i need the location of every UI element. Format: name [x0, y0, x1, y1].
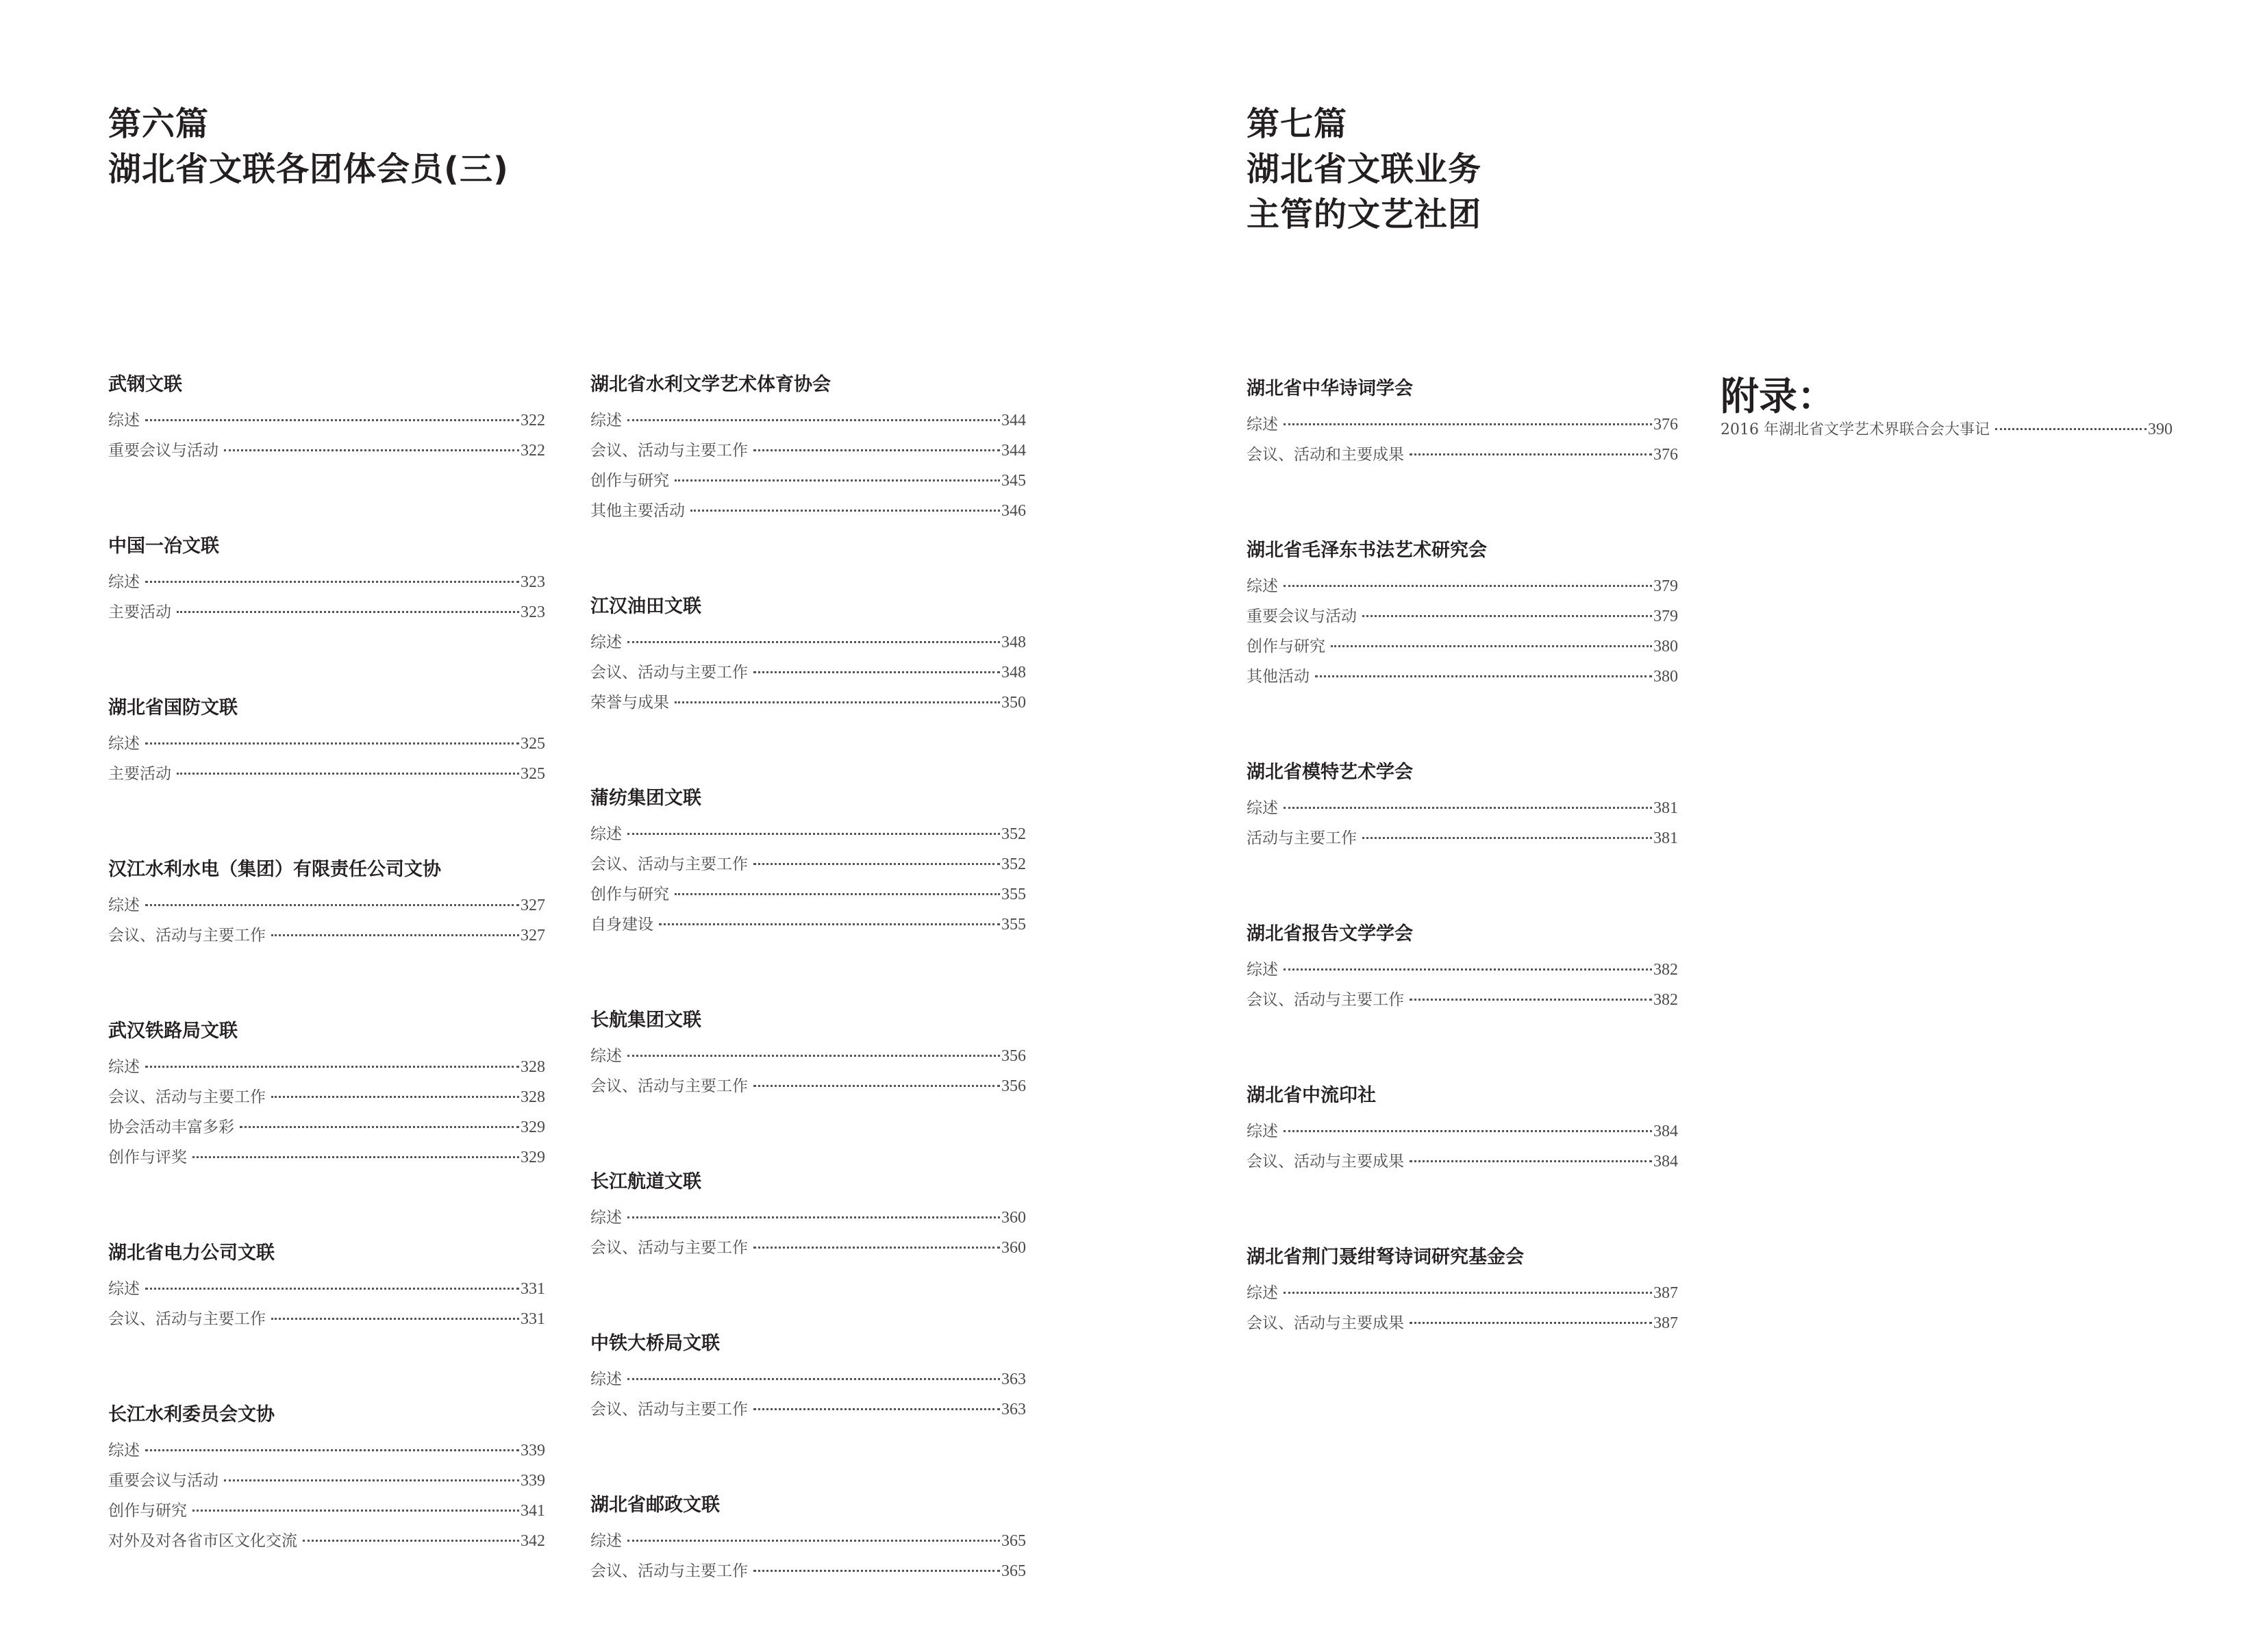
- dot-leader: [1410, 999, 1652, 1001]
- toc-entry-label: 综述: [108, 897, 140, 914]
- toc-entry-page: 322: [521, 412, 545, 429]
- toc-entry-page: 376: [1653, 446, 1678, 464]
- toc-section: [1247, 758, 1678, 853]
- dot-leader: [177, 611, 519, 613]
- toc-entry-list: [590, 1526, 1026, 1586]
- toc-entry[interactable]: [108, 1526, 545, 1556]
- dot-leader: [627, 1540, 1000, 1542]
- toc-section: [1247, 919, 1678, 1015]
- toc-entry[interactable]: [108, 1436, 545, 1466]
- toc-section: [1247, 1242, 1678, 1338]
- toc-section-heading[interactable]: 中国一冶文联: [108, 536, 219, 557]
- toc-entry-page: 363: [1001, 1401, 1026, 1418]
- toc-section-heading[interactable]: 蒲纺集团文联: [590, 788, 701, 809]
- dot-leader: [145, 581, 519, 583]
- part-label: 第七篇: [1247, 105, 1348, 143]
- toc-entry[interactable]: [1247, 985, 1678, 1015]
- toc-entry-page: 342: [521, 1532, 545, 1550]
- toc-entry[interactable]: [108, 1142, 545, 1173]
- dot-leader: [627, 641, 1000, 643]
- toc-entry-page: 323: [521, 603, 545, 621]
- part-heading: 湖北省文联各团体会员(三): [108, 150, 509, 188]
- dot-leader: [145, 742, 519, 744]
- toc-entry[interactable]: [590, 910, 1026, 940]
- toc-entry[interactable]: [1247, 662, 1678, 692]
- toc-entry-page: 350: [1001, 694, 1026, 712]
- toc-entry-label: 主要活动: [108, 603, 171, 621]
- dot-leader: [177, 773, 519, 775]
- dot-leader: [753, 1570, 1000, 1572]
- toc-entry[interactable]: [590, 658, 1026, 688]
- toc-entry[interactable]: [590, 405, 1026, 436]
- toc-entry-page: 381: [1653, 799, 1678, 817]
- part-label: 第六篇: [108, 105, 210, 143]
- dot-leader: [627, 1216, 1000, 1218]
- toc-column-right-1: [1247, 374, 1678, 1404]
- toc-entry-page: 331: [521, 1310, 545, 1328]
- toc-entry-list: [1247, 1116, 1678, 1177]
- toc-entry-page: 348: [1001, 634, 1026, 651]
- toc-entry-label: 综述: [1247, 799, 1278, 817]
- dot-leader: [1284, 1130, 1652, 1132]
- appendix-title: 附录：: [1720, 375, 1836, 419]
- toc-entry[interactable]: [108, 567, 545, 597]
- toc-entry[interactable]: [590, 496, 1026, 526]
- toc-section-heading[interactable]: 长江航道文联: [590, 1171, 701, 1192]
- toc-entry-label: 协会活动丰富多彩: [108, 1118, 234, 1136]
- toc-entry-page: 341: [521, 1502, 545, 1520]
- toc-entry-list: [108, 1274, 545, 1334]
- toc-entry-page: 390: [2148, 421, 2173, 438]
- toc-entry[interactable]: [108, 597, 545, 627]
- toc-entry-label: 会议、活动与主要工作: [590, 1401, 748, 1418]
- toc-entry-list: [590, 1364, 1026, 1425]
- toc-entry-label: 综述: [590, 1532, 622, 1550]
- dot-leader: [1410, 453, 1652, 455]
- toc-entry[interactable]: [1247, 823, 1678, 853]
- toc-entry[interactable]: [590, 849, 1026, 879]
- toc-entry[interactable]: [590, 879, 1026, 910]
- dot-leader: [675, 893, 1000, 895]
- toc-entry-list: [590, 819, 1026, 940]
- toc-entry-label: 综述: [590, 825, 622, 843]
- dot-leader: [1284, 423, 1652, 425]
- toc-section: [108, 531, 545, 627]
- toc-entry-label: 会议、活动与主要成果: [1247, 1153, 1404, 1171]
- toc-entry-page: 346: [1001, 502, 1026, 520]
- toc-entry-page: 322: [521, 442, 545, 460]
- appendix-block: [1720, 375, 2173, 440]
- toc-entry-list: [1247, 955, 1678, 1015]
- toc-entry-label: 综述: [1247, 1284, 1278, 1302]
- toc-entry[interactable]: [108, 1274, 545, 1304]
- toc-entry-list: [590, 405, 1026, 526]
- toc-entry-label: 主要活动: [108, 765, 171, 783]
- toc-entry-page: 387: [1653, 1314, 1678, 1332]
- toc-entry-page: 365: [1001, 1562, 1026, 1580]
- toc-entry[interactable]: [108, 759, 545, 789]
- toc-entry-label: 综述: [1247, 577, 1278, 595]
- toc-entry-label: 会议、活动与主要工作: [590, 1562, 748, 1580]
- toc-entry-page: 339: [521, 1472, 545, 1490]
- toc-section: [590, 784, 1026, 940]
- toc-entry-label: 综述: [108, 1058, 140, 1076]
- toc-entry-page: 365: [1001, 1532, 1026, 1550]
- dot-leader: [224, 1479, 519, 1481]
- toc-entry-page: 384: [1653, 1153, 1678, 1171]
- toc-entry-label: 活动与主要工作: [1247, 829, 1357, 847]
- toc-entry-label: 创作与研究: [590, 886, 669, 903]
- toc-entry-page: 379: [1653, 577, 1678, 595]
- dot-leader: [627, 1378, 1000, 1380]
- toc-entry-list: [1247, 793, 1678, 853]
- toc-entry[interactable]: [1247, 631, 1678, 662]
- toc-section-heading[interactable]: 湖北省模特艺术学会: [1247, 762, 1413, 783]
- dot-leader: [753, 863, 1000, 865]
- toc-entry-label: 综述: [1247, 961, 1278, 979]
- toc-entry-page: 355: [1001, 886, 1026, 903]
- toc-entry-label: 会议、活动与主要工作: [108, 1310, 266, 1328]
- dot-leader: [1331, 645, 1652, 647]
- toc-entry-label: 综述: [108, 1442, 140, 1460]
- toc-section-heading[interactable]: 武汉铁路局文联: [108, 1021, 238, 1042]
- toc-entry-page: 382: [1653, 991, 1678, 1009]
- dot-leader: [627, 833, 1000, 835]
- toc-entry-label: 综述: [590, 634, 622, 651]
- toc-section-heading[interactable]: 湖北省毛泽东书法艺术研究会: [1247, 540, 1487, 561]
- toc-entry-label: 创作与研究: [1247, 638, 1325, 655]
- toc-entry-page: 325: [521, 765, 545, 783]
- appendix-entries: [1720, 419, 2173, 440]
- toc-entry-page: 352: [1001, 825, 1026, 843]
- toc-section-heading[interactable]: 湖北省报告文学学会: [1247, 923, 1413, 944]
- toc-entry-label: 创作与评奖: [108, 1149, 187, 1166]
- toc-section: [1247, 536, 1678, 692]
- toc-section: [590, 1490, 1026, 1586]
- toc-entry-page: 328: [521, 1058, 545, 1076]
- toc-entry-list: [108, 1052, 545, 1173]
- toc-entry-page: 352: [1001, 855, 1026, 873]
- toc-entry-list: [590, 627, 1026, 718]
- toc-entry[interactable]: [1247, 1147, 1678, 1177]
- dot-leader: [192, 1510, 519, 1512]
- dot-leader: [1284, 1292, 1652, 1294]
- toc-entry-page: 376: [1653, 416, 1678, 434]
- toc-entry-label: 其他活动: [1247, 668, 1310, 686]
- toc-entry[interactable]: [108, 729, 545, 759]
- toc-section-heading[interactable]: 长航集团文联: [590, 1010, 701, 1031]
- toc-entry[interactable]: [1247, 601, 1678, 631]
- toc-section-heading[interactable]: 湖北省电力公司文联: [108, 1242, 275, 1264]
- toc-section-heading[interactable]: 江汉油田文联: [590, 596, 701, 617]
- toc-entry-page: 356: [1001, 1077, 1026, 1095]
- dot-leader: [1410, 1160, 1652, 1162]
- toc-entry[interactable]: [108, 1466, 545, 1496]
- toc-entry-page: 327: [521, 927, 545, 944]
- toc-entry[interactable]: [108, 436, 545, 466]
- dot-leader: [627, 419, 1000, 421]
- toc-entry-page: 363: [1001, 1371, 1026, 1388]
- toc-section: [590, 1329, 1026, 1425]
- toc-entry[interactable]: [590, 1041, 1026, 1071]
- toc-column-left-1: [108, 370, 545, 1622]
- toc-entry[interactable]: [590, 1233, 1026, 1263]
- toc-entry-page: 381: [1653, 829, 1678, 847]
- dot-leader: [1284, 807, 1652, 809]
- toc-entry-label: 会议、活动与主要工作: [590, 1239, 748, 1257]
- toc-entry-list: [1247, 1278, 1678, 1338]
- toc-entry-page: 345: [1001, 472, 1026, 490]
- toc-entry-label: 荣誉与成果: [590, 694, 669, 712]
- toc-entry[interactable]: [590, 819, 1026, 849]
- toc-entry-label: 综述: [108, 1280, 140, 1298]
- toc-section: [108, 370, 545, 466]
- dot-leader: [753, 671, 1000, 673]
- toc-entry-list: [590, 1203, 1026, 1263]
- toc-section: [590, 1005, 1026, 1101]
- toc-entry[interactable]: [590, 1526, 1026, 1556]
- toc-entry-label: 会议、活动与主要工作: [590, 664, 748, 681]
- toc-section-heading[interactable]: 湖北省中流印社: [1247, 1085, 1376, 1106]
- dot-leader: [1284, 585, 1652, 587]
- toc-section: [590, 1167, 1026, 1263]
- toc-section-heading[interactable]: 中铁大桥局文联: [590, 1333, 720, 1354]
- dot-leader: [690, 510, 1000, 512]
- toc-entry-label: 会议、活动和主要成果: [1247, 446, 1404, 464]
- toc-entry-label: 综述: [590, 412, 622, 429]
- part-heading-line-1: 湖北省文联业务: [1247, 150, 1482, 188]
- toc-entry-label: 自身建设: [590, 916, 653, 934]
- toc-entry[interactable]: [590, 627, 1026, 658]
- toc-section: [590, 592, 1026, 718]
- toc-entry-label: 重要会议与活动: [108, 1472, 218, 1490]
- toc-entry-label: 综述: [1247, 1123, 1278, 1140]
- toc-entry-label: 会议、活动与主要工作: [590, 1077, 748, 1095]
- toc-section-heading[interactable]: 湖北省荆门聂绀弩诗词研究基金会: [1247, 1247, 1524, 1268]
- toc-entry-label: 重要会议与活动: [108, 442, 218, 460]
- toc-entry[interactable]: [108, 1496, 545, 1526]
- dot-leader: [271, 1318, 519, 1320]
- toc-entry-page: 344: [1001, 442, 1026, 460]
- toc-entry-page: 331: [521, 1280, 545, 1298]
- dot-leader: [753, 1085, 1000, 1087]
- toc-entry-list: [108, 567, 545, 627]
- toc-entry[interactable]: [1247, 793, 1678, 823]
- toc-entry-page: 360: [1001, 1239, 1026, 1257]
- toc-entry[interactable]: [590, 1203, 1026, 1233]
- toc-entry-label: 综述: [108, 735, 140, 753]
- toc-entry[interactable]: [590, 436, 1026, 466]
- toc-entry-page: 360: [1001, 1209, 1026, 1227]
- toc-section-heading[interactable]: 长江水利委员会文协: [108, 1404, 275, 1425]
- toc-entry-label: 创作与研究: [590, 472, 669, 490]
- toc-entry[interactable]: [1247, 1278, 1678, 1308]
- toc-entry[interactable]: [1247, 571, 1678, 601]
- toc-entry-page: 355: [1001, 916, 1026, 934]
- toc-entry[interactable]: [590, 1394, 1026, 1425]
- toc-entry-page: 329: [521, 1149, 545, 1166]
- toc-entry-label: 综述: [108, 573, 140, 591]
- toc-entry-label: 重要会议与活动: [1247, 608, 1357, 625]
- toc-column-left-2: [590, 370, 1026, 1652]
- toc-entry-page: 323: [521, 573, 545, 591]
- dot-leader: [145, 419, 519, 421]
- dot-leader: [675, 701, 1000, 703]
- toc-section: [108, 693, 545, 789]
- dot-leader: [1315, 675, 1652, 677]
- dot-leader: [1362, 615, 1652, 617]
- toc-entry-list: [108, 890, 545, 951]
- toc-section: [108, 855, 545, 951]
- toc-entry-list: [1247, 410, 1678, 470]
- toc-entry-label: 综述: [1247, 416, 1278, 434]
- toc-entry-label: 综述: [590, 1047, 622, 1065]
- toc-entry-page: 382: [1653, 961, 1678, 979]
- toc-entry-page: 325: [521, 735, 545, 753]
- part-six-title: [108, 101, 509, 192]
- toc-entry-list: [1247, 571, 1678, 692]
- toc-entry-label: 2016 年湖北省文学艺术界联合会大事记: [1720, 421, 1990, 438]
- dot-leader: [1362, 837, 1652, 839]
- toc-entry[interactable]: [108, 1304, 545, 1334]
- toc-entry-page: 328: [521, 1088, 545, 1106]
- toc-entry-page: 387: [1653, 1284, 1678, 1302]
- dot-leader: [303, 1540, 519, 1542]
- toc-entry[interactable]: [108, 921, 545, 951]
- toc-entry-list: [590, 1041, 1026, 1101]
- part-seven-title: [1247, 101, 1481, 237]
- toc-entry-label: 综述: [590, 1209, 622, 1227]
- dot-leader: [1284, 968, 1652, 971]
- toc-section: [108, 1238, 545, 1334]
- toc-entry[interactable]: [590, 1071, 1026, 1101]
- toc-entry-label: 综述: [108, 412, 140, 429]
- dot-leader: [192, 1156, 519, 1158]
- toc-entry-label: 对外及对各省市区文化交流: [108, 1532, 297, 1550]
- part-heading-line-2: 主管的文艺社团: [1247, 195, 1482, 234]
- dot-leader: [271, 934, 519, 936]
- toc-entry-label: 会议、活动与主要成果: [1247, 1314, 1404, 1332]
- toc-entry[interactable]: [108, 1112, 545, 1142]
- toc-entry-list: [108, 405, 545, 466]
- dot-leader: [145, 904, 519, 906]
- toc-section: [108, 1400, 545, 1556]
- toc-section: [108, 1016, 545, 1173]
- toc-entry[interactable]: [590, 1556, 1026, 1586]
- toc-section-heading[interactable]: 湖北省邮政文联: [590, 1494, 720, 1516]
- dot-leader: [145, 1066, 519, 1068]
- toc-section-heading[interactable]: 湖北省水利文学艺术体育协会: [590, 374, 831, 395]
- toc-section: [1247, 374, 1678, 470]
- dot-leader: [753, 1408, 1000, 1410]
- toc-entry-page: 384: [1653, 1123, 1678, 1140]
- dot-leader: [271, 1096, 519, 1098]
- toc-entry[interactable]: [1247, 955, 1678, 985]
- toc-entry[interactable]: [590, 1364, 1026, 1394]
- dot-leader: [627, 1055, 1000, 1057]
- toc-section: [1247, 1081, 1678, 1177]
- dot-leader: [753, 1247, 1000, 1249]
- toc-entry-label: 会议、活动与主要工作: [1247, 991, 1404, 1009]
- dot-leader: [1995, 428, 2147, 430]
- toc-entry-page: 327: [521, 897, 545, 914]
- dot-leader: [1410, 1322, 1652, 1324]
- toc-entry-page: 379: [1653, 608, 1678, 625]
- toc-entry-page: 329: [521, 1118, 545, 1136]
- toc-entry-label: 会议、活动与主要工作: [590, 442, 748, 460]
- dot-leader: [145, 1288, 519, 1290]
- toc-entry-page: 344: [1001, 412, 1026, 429]
- toc-entry[interactable]: [1720, 419, 2173, 440]
- toc-entry-page: 380: [1653, 638, 1678, 655]
- toc-entry-page: 348: [1001, 664, 1026, 681]
- toc-section-heading[interactable]: 武钢文联: [108, 374, 182, 395]
- toc-entry[interactable]: [1247, 440, 1678, 470]
- dot-leader: [659, 923, 1000, 925]
- toc-entry-label: 会议、活动与主要工作: [108, 927, 266, 944]
- toc-entry[interactable]: [108, 1052, 545, 1082]
- toc-entry-page: 356: [1001, 1047, 1026, 1065]
- toc-entry-list: [108, 729, 545, 789]
- toc-entry-list: [108, 1436, 545, 1556]
- toc-entry[interactable]: [108, 890, 545, 921]
- dot-leader: [675, 479, 1000, 481]
- toc-entry[interactable]: [590, 466, 1026, 496]
- toc-entry-label: 其他主要活动: [590, 502, 685, 520]
- toc-section-heading[interactable]: 湖北省国防文联: [108, 697, 238, 718]
- toc-section: [590, 370, 1026, 526]
- toc-section-heading[interactable]: 湖北省中华诗词学会: [1247, 378, 1413, 399]
- dot-leader: [753, 449, 1000, 451]
- toc-entry-label: 创作与研究: [108, 1502, 187, 1520]
- toc-entry-label: 综述: [590, 1371, 622, 1388]
- toc-entry[interactable]: [108, 1082, 545, 1112]
- dot-leader: [145, 1449, 519, 1451]
- toc-entry-label: 会议、活动与主要工作: [590, 855, 748, 873]
- toc-entry[interactable]: [1247, 410, 1678, 440]
- toc-entry-page: 339: [521, 1442, 545, 1460]
- dot-leader: [240, 1126, 519, 1128]
- dot-leader: [224, 449, 519, 451]
- toc-section-heading[interactable]: 汉江水利水电（集团）有限责任公司文协: [108, 859, 441, 880]
- toc-entry[interactable]: [1247, 1116, 1678, 1147]
- toc-entry[interactable]: [108, 405, 545, 436]
- toc-entry-label: 会议、活动与主要工作: [108, 1088, 266, 1106]
- toc-entry-page: 380: [1653, 668, 1678, 686]
- toc-entry[interactable]: [1247, 1308, 1678, 1338]
- toc-entry[interactable]: [590, 688, 1026, 718]
